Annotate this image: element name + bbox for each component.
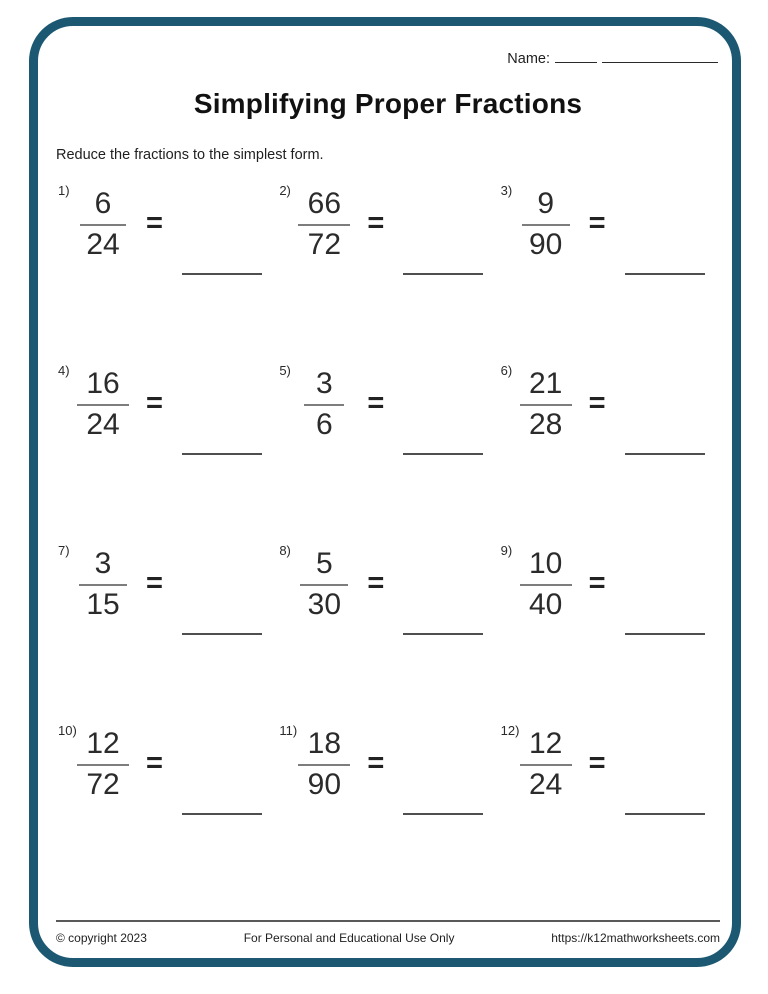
name-label: Name: — [507, 51, 550, 67]
fraction — [70, 548, 136, 620]
problem-12 — [499, 723, 720, 843]
equals-sign: = — [367, 567, 385, 599]
answer-blank — [182, 813, 262, 815]
fraction-denominator: 6 — [315, 407, 333, 441]
fraction-bar — [80, 224, 126, 226]
footer-url: https://k12mathworksheets.com — [551, 931, 720, 945]
name-underline — [555, 50, 597, 63]
problem-number: 10) — [58, 723, 77, 738]
problem-9 — [499, 543, 720, 663]
problem-8 — [277, 543, 498, 663]
equals-sign: = — [146, 387, 163, 419]
answer-blank — [625, 453, 705, 455]
fraction-numerator: 3 — [315, 367, 333, 400]
equals-sign: = — [588, 387, 606, 419]
problem-2 — [277, 183, 498, 303]
fraction-bar — [298, 224, 350, 226]
problem-number: 4) — [58, 363, 70, 378]
answer-blank — [182, 453, 262, 455]
answer-blank — [403, 273, 483, 275]
fraction-bar — [522, 224, 570, 226]
fraction-bar — [77, 764, 129, 766]
fraction-numerator: 9 — [537, 187, 554, 220]
fraction-bar — [298, 764, 350, 766]
fraction — [513, 728, 579, 800]
fraction-numerator: 18 — [307, 727, 342, 760]
fraction — [291, 548, 357, 620]
answer-blank — [182, 633, 262, 635]
problem-number: 8) — [279, 543, 291, 558]
problem-number: 1) — [58, 183, 70, 198]
fraction — [513, 188, 579, 260]
answer-blank — [625, 273, 705, 275]
answer-blank — [625, 813, 705, 815]
fraction-denominator: 24 — [86, 407, 120, 441]
problem-number: 5) — [279, 363, 291, 378]
problem-5 — [277, 363, 498, 483]
fraction-bar — [520, 764, 572, 766]
instruction-text: Reduce the fractions to the simplest form. — [56, 147, 324, 163]
fraction-numerator: 10 — [528, 547, 563, 580]
fraction-numerator: 3 — [94, 547, 112, 580]
problem-number: 7) — [58, 543, 70, 558]
fraction — [70, 188, 136, 260]
fraction-numerator: 66 — [307, 187, 342, 220]
fraction-bar — [520, 584, 572, 586]
equals-sign: = — [367, 747, 385, 779]
answer-blank — [625, 633, 705, 635]
problem-11 — [277, 723, 498, 843]
problem-7 — [56, 543, 277, 663]
fraction — [291, 728, 357, 800]
answer-blank — [403, 453, 483, 455]
equals-sign: = — [588, 207, 606, 239]
problems-grid — [56, 183, 720, 903]
problem-1 — [56, 183, 277, 303]
problem-3 — [499, 183, 720, 303]
fraction — [291, 368, 357, 440]
name-row — [56, 50, 720, 67]
fraction — [70, 368, 136, 440]
footer-copyright: © copyright 2023 — [56, 931, 147, 945]
equals-sign: = — [588, 567, 606, 599]
footer — [56, 920, 720, 945]
fraction-bar — [304, 404, 344, 406]
page-title: Simplifying Proper Fractions — [193, 88, 583, 119]
worksheet-content — [56, 50, 720, 903]
equals-sign: = — [146, 747, 163, 779]
problem-number: 3) — [500, 183, 513, 198]
fraction-denominator: 24 — [528, 767, 563, 801]
fraction-bar — [520, 404, 572, 406]
problem-10 — [56, 723, 277, 843]
problem-number: 11) — [279, 723, 298, 738]
fraction-numerator: 21 — [528, 367, 563, 400]
problem-6 — [499, 363, 720, 483]
fraction-numerator: 6 — [94, 187, 112, 220]
equals-sign: = — [146, 567, 163, 599]
footer-usage-note: For Personal and Educational Use Only — [243, 931, 455, 945]
fraction-denominator: 72 — [307, 227, 342, 261]
fraction-denominator: 90 — [307, 767, 342, 801]
fraction-bar — [77, 404, 129, 406]
problem-number: 12) — [500, 723, 520, 738]
equals-sign: = — [146, 207, 163, 239]
problem-number: 9) — [500, 543, 513, 558]
fraction-numerator: 16 — [86, 367, 120, 400]
fraction-denominator: 72 — [86, 767, 120, 801]
problem-4 — [56, 363, 277, 483]
fraction-denominator: 40 — [528, 587, 563, 621]
problem-number: 2) — [279, 183, 291, 198]
equals-sign: = — [367, 207, 385, 239]
equals-sign: = — [588, 747, 606, 779]
fraction-numerator: 5 — [315, 547, 333, 580]
fraction-numerator: 12 — [528, 727, 563, 760]
answer-blank — [403, 633, 483, 635]
fraction — [513, 368, 579, 440]
problem-number: 6) — [500, 363, 513, 378]
name-underline — [602, 50, 718, 63]
fraction-denominator: 90 — [528, 227, 563, 261]
equals-sign: = — [367, 387, 385, 419]
answer-blank — [403, 813, 483, 815]
fraction-bar — [79, 584, 127, 586]
fraction-numerator: 12 — [86, 727, 120, 760]
fraction-denominator: 24 — [86, 227, 120, 261]
fraction — [70, 728, 136, 800]
fraction-denominator: 28 — [528, 407, 563, 441]
fraction-denominator: 30 — [307, 587, 342, 621]
answer-blank — [182, 273, 262, 275]
fraction — [513, 548, 579, 620]
fraction-bar — [300, 584, 348, 586]
fraction-denominator: 15 — [86, 587, 120, 621]
fraction — [291, 188, 357, 260]
